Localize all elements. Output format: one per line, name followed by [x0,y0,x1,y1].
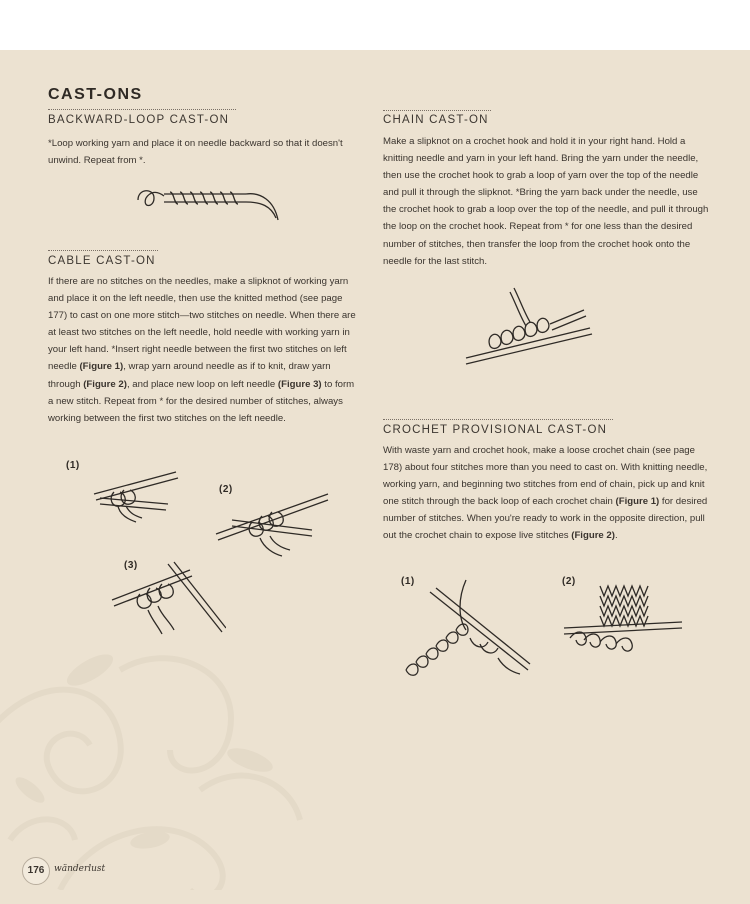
provisional-text: With waste yarn and crochet hook, make a loose crochet chain (see page 178) about four stitches more than you need to cast on. With knitting needle, working yarn, and beginning two stitches from end of chain, pick up and knit one stitch through the back loop of each crochet chain (Figure 1) for desired number of stitches. When you're ready to work in the opposite direction, pull out the crochet chain to expose live stitches (Figure 2). [383,445,708,542]
provisional-figure-2-illustration [560,578,686,658]
backward-loop-title: BACKWARD-LOOP CAST-ON [48,114,230,126]
backward-loop-illustration [136,178,282,222]
cable-text: If there are no stitches on the needles, make a slipknot of working yarn and place it on the left needle, then use the knitted method (see page 177) to cast on one more stitch—two stitches on needle. When there are at least two stitches on the left needle, hold needle with working yarn in your left hand. *Insert right needle between the first two stitches on left needle (Figure 1), wrap yarn around needle as if to knit, draw yarn through (Figure 2), and place new loop on left needle (Figure 3) to form a new stitch. Repeat from * for the desired number of stitches, always working between the first two stitches on the left needle. [48,276,356,424]
cable-figure-1-label: (1) [66,460,80,471]
backward-loop-text: *Loop working yarn and place it on needle backward so that it doesn't unwind. Repeat from *. [48,138,343,167]
cable-figure-3-label: (3) [124,560,138,571]
cable-figure-3-illustration [108,556,226,636]
cable-figure-2-label: (2) [219,484,233,495]
section-divider [383,419,613,420]
chain-title: CHAIN CAST-ON [383,114,489,126]
section-divider [383,110,491,111]
provisional-figure-1-label: (1) [401,576,415,587]
cable-title: CABLE CAST-ON [48,255,156,267]
page-number: 176 [22,857,50,885]
page [0,50,750,904]
section-divider [48,109,236,110]
provisional-figure-1-illustration [400,578,532,678]
decorative-swirl-ornament [0,610,320,890]
section-divider [48,250,158,251]
chain-illustration [460,284,600,370]
page-title: CAST-ONS [48,86,143,103]
cable-figure-2-illustration [212,486,332,560]
provisional-title: CROCHET PROVISIONAL CAST-ON [383,424,608,436]
cable-figure-1-illustration [90,462,180,524]
publication-brand: wänderlust [54,864,106,874]
chain-text: Make a slipknot on a crochet hook and hold it in your right hand. Hold a knitting needle and yarn in your left hand. Bring the yarn under the needle, then use the crochet hook to grab a loop of yarn over the top of the needle and pull it through the slipknot. *Bring the yarn back under the needle, use the crochet hook to grab a loop over the top of the needle, and pull it through the loop on the crochet hook. Repeat from * for one less than the desired number of stitches, then transfer the loop from the crochet hook onto the needle for the last stitch. [383,136,709,267]
provisional-figure-2-label: (2) [562,576,576,587]
